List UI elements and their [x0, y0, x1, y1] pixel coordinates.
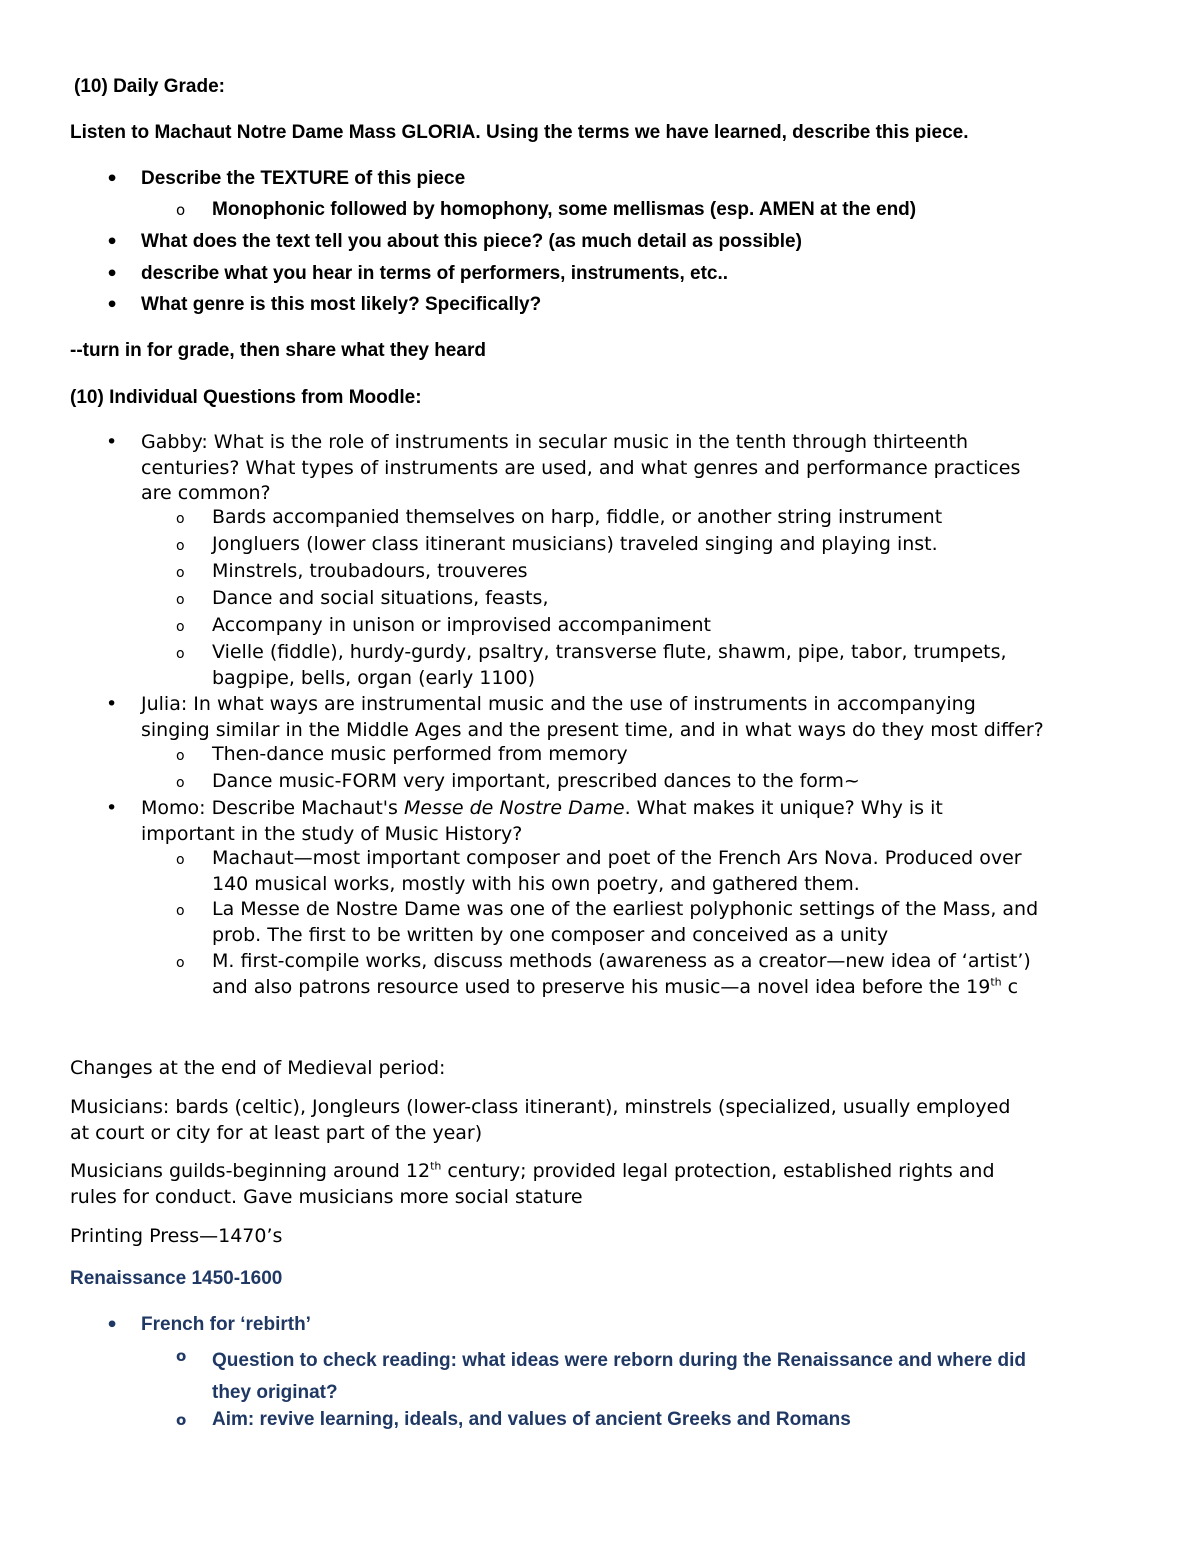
answer-line — [212, 975, 1031, 1001]
gabby-question-line: centuries? What types of instruments are used, and what genres and performance practices — [141, 456, 1021, 479]
paragraph-line: at court or city for at least part of the year) — [70, 1121, 483, 1144]
individual-questions-heading: (10) Individual Questions from Moodle: — [70, 387, 422, 408]
bullet-icon: • — [106, 168, 119, 190]
daily-grade-prompt: Listen to Machaut Notre Dame Mass GLORIA. Using the terms we have learned, describe this piece. — [70, 122, 969, 143]
answer-line: M. first-compile works, discuss methods (awareness as a creator—new idea of ‘artist’) — [212, 950, 1031, 972]
bullet-icon: • — [106, 1314, 119, 1336]
momo-question-prefix: Momo: Describe Machaut's — [141, 797, 404, 819]
circle-bullet-icon: o — [176, 748, 185, 764]
circle-bullet-icon: o — [176, 619, 185, 635]
renaissance-question-line: they originat? — [212, 1382, 338, 1403]
daily-question-texture: Describe the TEXTURE of this piece — [141, 168, 466, 189]
gabby-answer-minstrels: Minstrels, troubadours, trouveres — [212, 560, 528, 582]
renaissance-question — [212, 1345, 1026, 1409]
daily-question-genre: What genre is this most likely? Specifically? — [141, 294, 542, 315]
medieval-guilds — [70, 1159, 995, 1210]
circle-bullet-icon: o — [176, 592, 185, 608]
answer-line: Machaut—most important composer and poet of the French Ars Nova. Produced over — [212, 847, 1022, 869]
paragraph-text: Musicians guilds-beginning around 12 — [70, 1160, 431, 1182]
momo-answer-messe — [212, 897, 1038, 948]
gabby-answer-instruments — [212, 640, 1007, 691]
momo-question-line — [141, 796, 943, 822]
momo-question-line: important in the study of Music History? — [141, 822, 523, 845]
bullet-icon: • — [106, 231, 119, 253]
answer-line: prob. The first to be written by one composer and conceived as a unity — [212, 923, 889, 946]
bullet-icon: • — [106, 693, 118, 715]
julia-answer-form: Dance music-FORM very important, prescribed dances to the form~ — [212, 770, 860, 792]
gabby-answer-dance: Dance and social situations, feasts, — [212, 587, 549, 609]
gabby-question-line: are common? — [141, 482, 271, 504]
julia-question — [141, 692, 1044, 743]
renaissance-heading: Renaissance 1450-1600 — [70, 1268, 283, 1289]
bullet-icon: • — [106, 294, 119, 316]
gabby-question-line: Gabby: What is the role of instruments in secular music in the tenth through thirteenth — [141, 431, 969, 453]
answer-line: 140 musical works, mostly with his own poetry, and gathered them. — [212, 872, 860, 895]
gabby-answer-jongluers: Jongluers (lower class itinerant musicians) traveled singing and playing inst. — [212, 533, 938, 555]
circle-bullet-icon: o — [176, 955, 185, 971]
gabby-question — [141, 430, 1020, 507]
circle-bullet-icon: o — [176, 852, 185, 868]
answer-line: bagpipe, bells, organ (early 1100) — [212, 666, 535, 689]
medieval-heading: Changes at the end of Medieval period: — [70, 1057, 446, 1079]
circle-bullet-icon: o — [176, 201, 186, 219]
renaissance-rebirth: French for ‘rebirth’ — [141, 1314, 311, 1335]
momo-answer-machaut — [212, 846, 1022, 897]
daily-grade-heading: (10) Daily Grade: — [74, 76, 225, 97]
paragraph-line: Musicians: bards (celtic), Jongleurs (lower-class itinerant), minstrels (specialized, usually employed — [70, 1096, 1011, 1118]
circle-bullet-icon: o — [176, 775, 185, 791]
superscript: th — [990, 975, 1002, 989]
daily-note: --turn in for grade, then share what they heard — [70, 340, 486, 361]
daily-question-text: What does the text tell you about this piece? (as much detail as possible) — [141, 231, 802, 252]
momo-answer-compile — [212, 949, 1031, 1000]
answer-line: Vielle (fiddle), hurdy-gurdy, psaltry, transverse flute, shawm, pipe, tabor, trumpets, — [212, 641, 1007, 663]
gabby-answer-accompany: Accompany in unison or improvised accompaniment — [212, 614, 711, 636]
answer-line: La Messe de Nostre Dame was one of the earliest polyphonic settings of the Mass, and — [212, 898, 1039, 920]
paragraph-line — [70, 1159, 995, 1185]
renaissance-question-line: Question to check reading: what ideas were reborn during the Renaissance and where did — [212, 1350, 1027, 1371]
julia-question-line: singing similar in the Middle Ages and the present time, and in what ways do they most differ? — [141, 718, 1044, 741]
momo-question-title: Messe de Nostre Dame — [403, 797, 625, 819]
bullet-icon: • — [106, 431, 118, 453]
paragraph-line: rules for conduct. Gave musicians more social stature — [70, 1185, 583, 1208]
circle-bullet-icon: o — [176, 538, 185, 554]
bullet-icon: • — [106, 263, 119, 285]
circle-bullet-icon: o — [176, 511, 185, 527]
answer-line-text: c — [1001, 975, 1019, 998]
julia-answer-memory: Then-dance music performed from memory — [212, 743, 628, 765]
gabby-answer-bards: Bards accompanied themselves on harp, fiddle, or another string instrument — [212, 506, 943, 528]
momo-question-suffix: . What makes it unique? Why is it — [624, 797, 943, 819]
paragraph-text: century; provided legal protection, established rights and — [441, 1160, 995, 1182]
daily-question-performers: describe what you hear in terms of performers, instruments, etc.. — [141, 263, 729, 284]
renaissance-aim: Aim: revive learning, ideals, and values of ancient Greeks and Romans — [212, 1409, 851, 1430]
answer-line-text: and also patrons resource used to preserve his music—a novel idea before the 19 — [212, 975, 991, 998]
medieval-musicians — [70, 1095, 1010, 1146]
circle-bullet-icon: o — [176, 565, 185, 581]
circle-bullet-icon: o — [176, 1347, 187, 1365]
circle-bullet-icon: o — [176, 903, 185, 919]
circle-bullet-icon: o — [176, 1411, 187, 1429]
daily-answer-texture: Monophonic followed by homophony, some mellismas (esp. AMEN at the end) — [212, 199, 917, 220]
circle-bullet-icon: o — [176, 646, 185, 662]
printing-press: Printing Press—1470’s — [70, 1225, 283, 1247]
bullet-icon: • — [106, 797, 118, 819]
superscript: th — [430, 1159, 442, 1173]
julia-question-line: Julia: In what ways are instrumental music and the use of instruments in accompanying — [141, 693, 976, 715]
momo-question — [141, 796, 943, 847]
